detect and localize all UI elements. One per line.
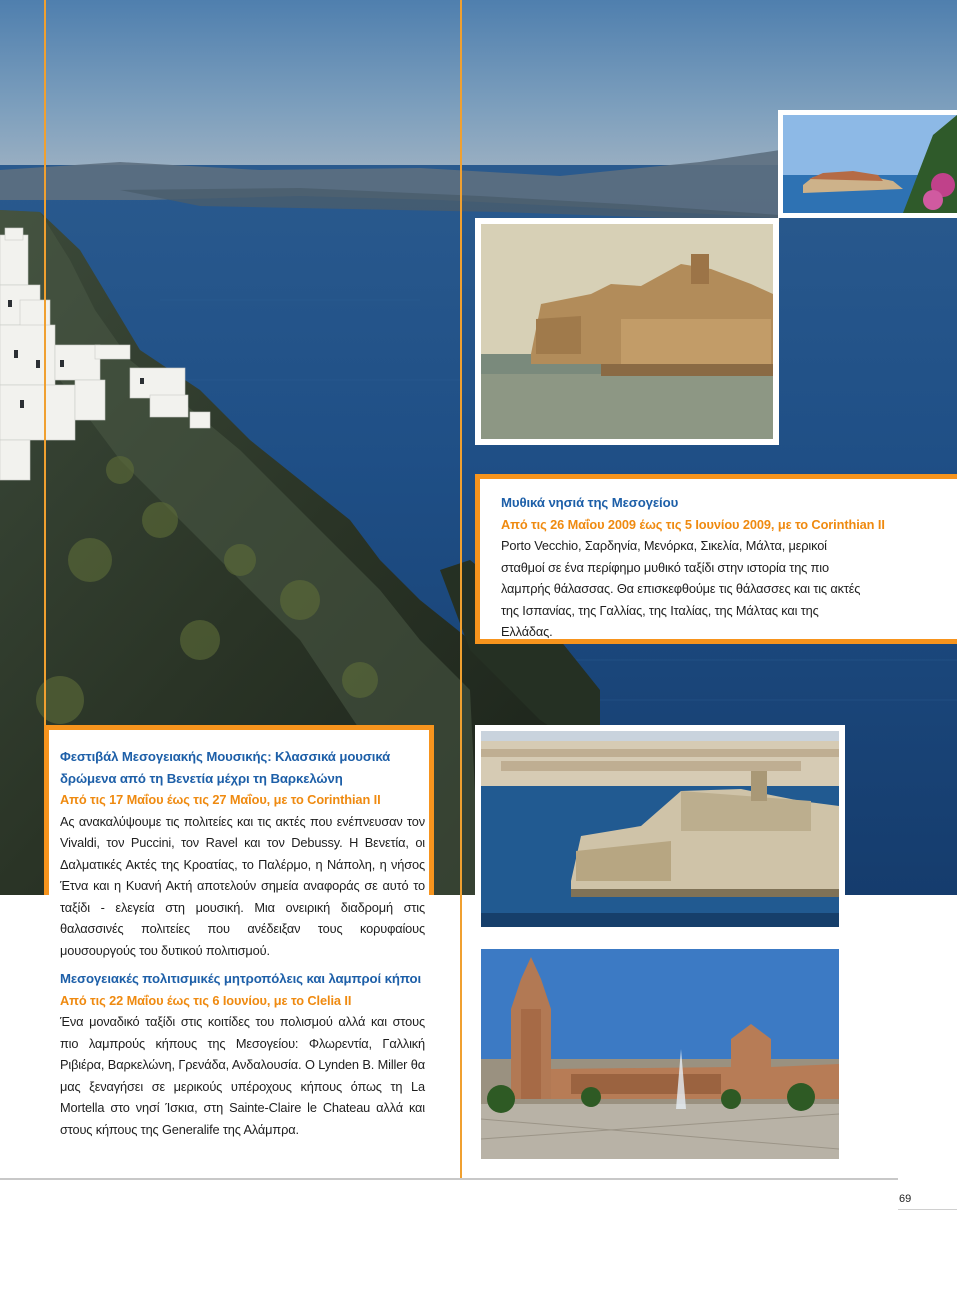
music-dates: Από τις 17 Μαΐου έως τις 27 Μαΐου, με το Corinthian II	[60, 792, 381, 807]
page-number-rule	[898, 1209, 957, 1210]
gardens-title: Μεσογειακές πολιτισμικές μητροπόλεις και λαμπροί κήποι	[60, 971, 422, 986]
gardens-dates: Από τις 22 Μαΐου έως τις 6 Ιουνίου, με το Clelia II	[60, 992, 352, 1008]
page-number: 69	[899, 1193, 912, 1205]
valletta-fort-photo	[475, 218, 779, 445]
islands-dates: Από τις 26 Μαΐου 2009 έως τις 5 Ιουνίου 2009, με το Corinthian II	[501, 516, 885, 532]
gardens-body: Ένα μοναδικό ταξίδι στις κοιτίδες του πολισμού αλλά και στους πιο λαμπρούς κήπους της Μεσογείου: Φλωρεντία, Γαλλική Ριβιέρα, Βαρκελώνη, Γρενάδα, Ανδαλουσία. Ο Lynden B. Miller θα μας ξεναγήσει σε μερικούς υπέροχους κήπους όπως τη La Mortella στο νησί Ίσκια, στη Sainte-Claire le Chateau αλλά και στους κήπους της Generalife της Αλάμπρα.	[60, 1014, 425, 1137]
footer-rule	[0, 1178, 898, 1180]
islands-cruise-box	[475, 474, 957, 644]
islands-title: Μυθικά νησιά της Μεσογείου	[501, 495, 679, 510]
grand-harbour-photo	[475, 725, 845, 933]
islands-body: Porto Vecchio, Σαρδηνία, Μενόρκα, Σικελία, Μάλτα, μερικοί σταθμοί σε ένα περίφημο μυθικό ταξίδι στην ιστορία της πιο λαμπρής θάλασσας. Θα επισκεφθούμε τις θάλασσες και τις ακτές της Ισπανίας, της Γαλλίας, της Ιταλίας, της Μάλτας και της Ελλάδας.	[501, 538, 861, 639]
column-guide-center	[460, 0, 462, 1178]
dubrovnik-photo	[778, 110, 957, 218]
plaza-de-espana-photo	[475, 943, 845, 1165]
music-body: Ας ανακαλύψουμε τις πολιτείες και τις ακτές που ενέπνευσαν τον Vivaldi, τον Puccini, τον Ravel και τον Debussy. Η Βενετία, οι Δαλματικές Ακτές της Κροατίας, το Παλέρμο, η Νάπολη, η νήσος Έτνα και η Κυανή Ακτή αποτελούν σημεία αναφοράς σε αυτό το ταξίδι - ελεγεία στη μουσική. Μια ονειρική διαδρομή στις θαλασσινές πολιτείες που ανέδειξαν τους κορυφαίους μουσουργούς του δυτικού πολιτισμού.	[60, 813, 425, 958]
music-title: Φεστιβάλ Μεσογειακής Μουσικής: Κλασσικά μουσικά δρώμενα από τη Βενετία μέχρι τη Βαρκελώνη	[60, 749, 391, 786]
gardens-content	[60, 968, 425, 1140]
music-festival-content	[60, 746, 425, 961]
